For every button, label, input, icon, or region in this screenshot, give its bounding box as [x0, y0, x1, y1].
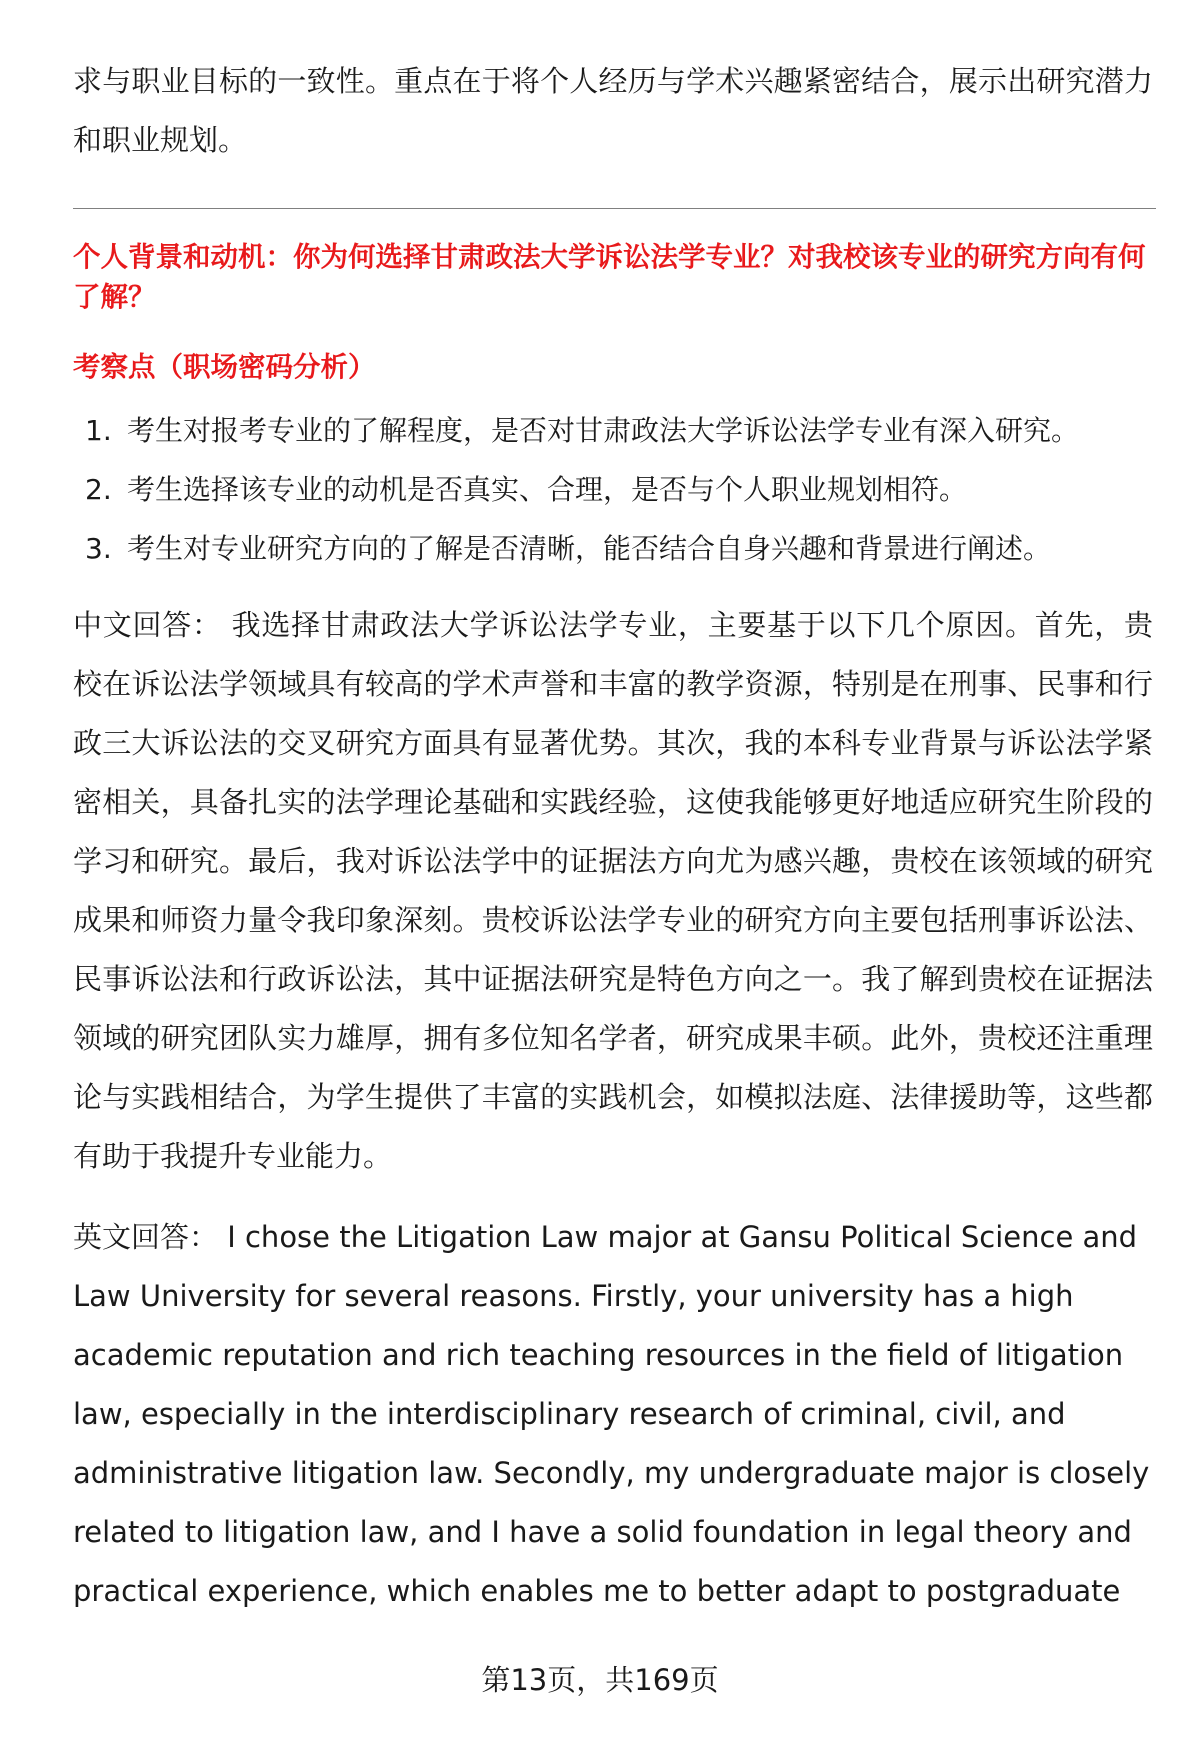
list-item-text: 考生对专业研究方向的了解是否清晰，能否结合自身兴趣和背景进行阐述。 [127, 532, 1052, 565]
list-item-text: 考生选择该专业的动机是否真实、合理，是否与个人职业规划相符。 [127, 473, 968, 506]
page-content [73, 52, 1153, 1621]
list-item-number: 2. [85, 473, 112, 506]
intro-paragraph: 求与职业目标的一致性。重点在于将个人经历与学术兴趣紧密结合，展示出研究潜力和职业规划。 [73, 64, 1153, 157]
assessment-points-heading: 考察点（职场密码分析） [73, 351, 376, 383]
question-heading: 个人背景和动机：你为何选择甘肃政法大学诉讼法学专业？对我校该专业的研究方向有何了解？ [73, 241, 1146, 313]
list-item-number: 1. [85, 414, 112, 447]
english-answer-paragraph: 英文回答： I chose the Litigation Law major at Gansu Political Science and Law University for several reasons. Firstly, your university has a high academic reputation and rich teaching resources in the field of litigation law, especially in the interdisciplinary research of criminal, civil, and administrative litigation law. Secondly, my undergraduate major is closely related to litigation law, and I have a solid foundation in legal theory and practical experience, which enables me to better adapt to postgraduate [73, 1220, 1150, 1608]
list-item [73, 401, 1153, 460]
list-item-number: 3. [85, 532, 112, 565]
list-item [73, 519, 1153, 578]
list-item [73, 460, 1153, 519]
chinese-answer-paragraph: 中文回答： 我选择甘肃政法大学诉讼法学专业，主要基于以下几个原因。首先，贵校在诉讼法学领域具有较高的学术声誉和丰富的教学资源，特别是在刑事、民事和行政三大诉讼法的交叉研究方面具有显著优势。其次，我的本科专业背景与诉讼法学紧密相关，具备扎实的法学理论基础和实践经验，这使我能够更好地适应研究生阶段的学习和研究。最后，我对诉讼法学中的证据法方向尤为感兴趣，贵校在该领域的研究成果和师资力量令我印象深刻。贵校诉讼法学专业的研究方向主要包括刑事诉讼法、民事诉讼法和行政诉讼法，其中证据法研究是特色方向之一。我了解到贵校在证据法领域的研究团队实力雄厚，拥有多位知名学者，研究成果丰硕。此外，贵校还注重理论与实践相结合，为学生提供了丰富的实践机会，如模拟法庭、法律援助等，这些都有助于我提升专业能力。 [73, 608, 1153, 1173]
list-item-text: 考生对报考专业的了解程度，是否对甘肃政法大学诉讼法学专业有深入研究。 [127, 414, 1080, 447]
assessment-points-list [73, 401, 1153, 578]
section-divider [73, 208, 1156, 209]
page-number-footer: 第13页，共169页 [481, 1663, 719, 1697]
